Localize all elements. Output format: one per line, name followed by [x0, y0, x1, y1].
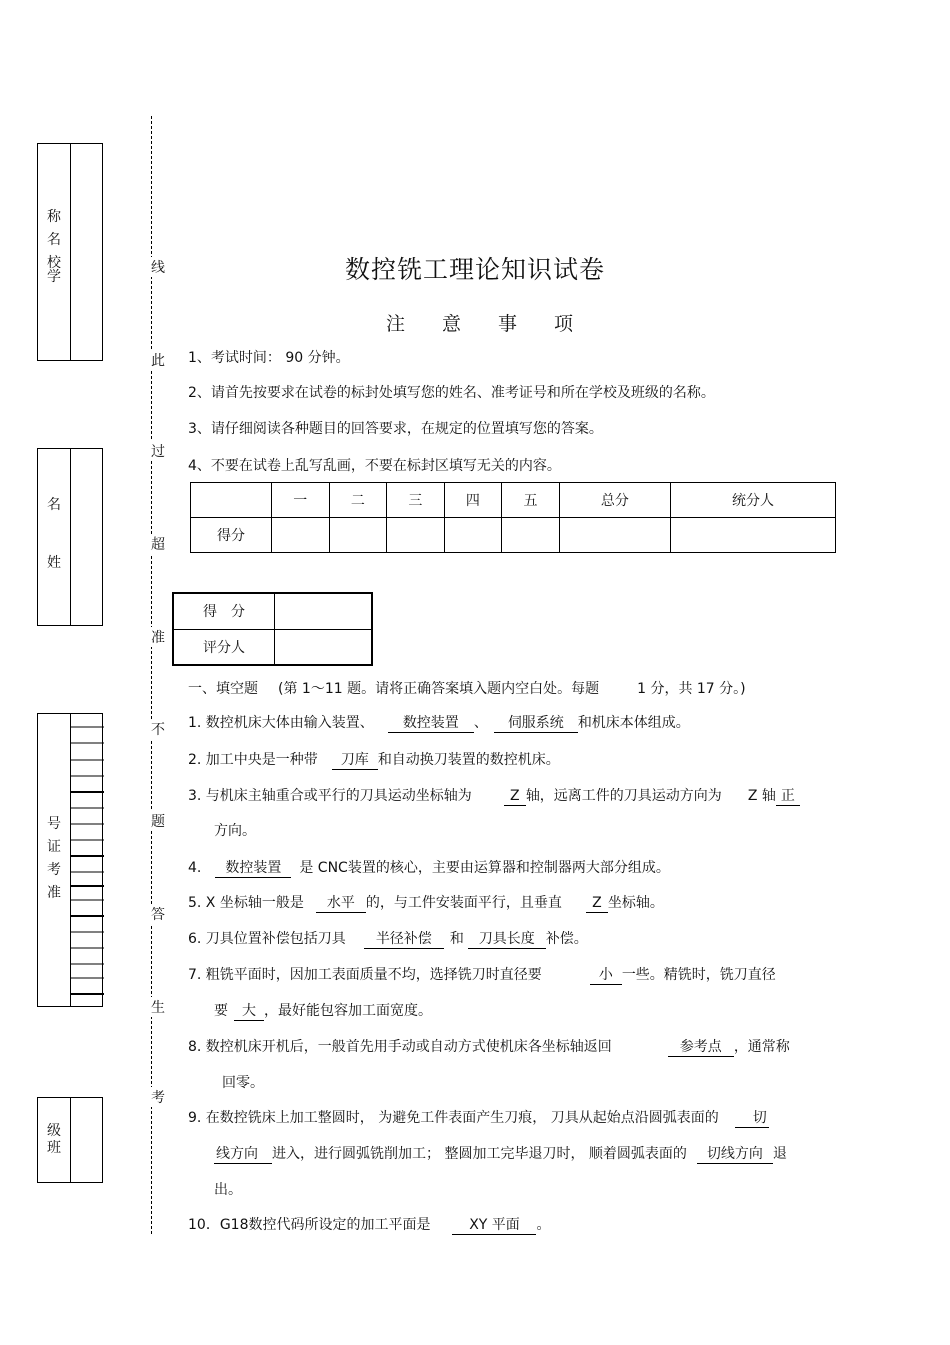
seal-char: 考 — [150, 1087, 166, 1107]
answer-blank[interactable]: 水平 — [316, 894, 366, 913]
seal-char: 此 — [150, 350, 166, 370]
question-9-end: 出。 — [214, 1182, 242, 1198]
digit-grid — [70, 714, 104, 1008]
section-heading: 一、填空题 (第 1～11 题。请将正确答案填入题内空白处。每题 1 分，共 17 分。) — [188, 681, 746, 697]
answer-blank[interactable]: 数控装置 — [388, 714, 474, 733]
question-1: 1. 数控机床大体由输入装置、 数控装置 、 伺服系统 和机床本体组成。 — [188, 715, 690, 731]
question-4: 4. 数控装置 是 CNC装置的核心，主要由运算器和控制器两大部分组成。 — [188, 860, 670, 876]
question-7-cont: 要 大 ，最好能包容加工面宽度。 — [214, 1003, 432, 1019]
name-box — [37, 448, 103, 626]
notice-item: 1、考试时间： 90 分钟。 — [188, 350, 350, 366]
seal-char: 线 — [150, 257, 166, 277]
notice-item: 2、请首先按要求在试卷的标封处填写您的姓名、准考证号和所在学校及班级的名称。 — [188, 385, 715, 401]
notice-item: 4、不要在试卷上乱写乱画，不要在标封区填写无关的内容。 — [188, 458, 561, 474]
question-10: 10．G18数控代码所设定的加工平面是 XY 平面 。 — [188, 1217, 551, 1233]
question-3: 3. 与机床主轴重合或平行的刀具运动坐标轴为 Z 轴，远离工件的刀具运动方向为 Z 轴 正 — [188, 785, 800, 806]
question-8: 8. 数控机床开机后，一般首先用手动或自动方式使机床各坐标轴返回 参考点 ，通常称 — [188, 1039, 790, 1055]
answer-blank[interactable]: 正 — [776, 787, 800, 806]
name-label: 名 姓 — [47, 497, 61, 571]
score-table-header: 二 — [329, 483, 387, 518]
score-table-header: 总分 — [559, 483, 670, 518]
seal-char: 超 — [150, 534, 166, 554]
score-table-header: 五 — [502, 483, 560, 518]
grader-score-cell[interactable] — [275, 593, 373, 629]
class-box — [37, 1097, 103, 1183]
score-cell[interactable] — [502, 518, 560, 553]
seal-char: 不 — [150, 719, 166, 739]
answer-blank[interactable]: 线方向 — [214, 1145, 272, 1164]
answer-blank[interactable]: 切 — [735, 1109, 769, 1128]
answer-blank[interactable]: 小 — [590, 966, 622, 985]
question-3-cont: 方向。 — [214, 823, 256, 839]
score-cell[interactable] — [272, 518, 330, 553]
score-table — [190, 482, 836, 553]
page-title: 数控铣工理论知识试卷 — [344, 255, 605, 284]
answer-blank[interactable]: 刀具长度 — [468, 930, 546, 949]
seal-char: 答 — [150, 904, 166, 924]
question-8-cont: 回零。 — [222, 1075, 264, 1091]
notice-item: 3、请仔细阅读各种题目的回答要求，在规定的位置填写您的答案。 — [188, 421, 603, 437]
class-label: 级 班 — [47, 1123, 61, 1156]
grader-box — [172, 592, 373, 666]
exam-id-box — [37, 713, 103, 1007]
score-cell[interactable] — [444, 518, 502, 553]
exam-id-label: 号 证 考 准 — [47, 816, 61, 901]
answer-blank[interactable]: 刀库 — [332, 751, 378, 770]
grader-score-label: 得 分 — [173, 593, 275, 629]
question-5: 5. X 坐标轴一般是 水平 的，与工件安装面平行，且垂直 Z 坐标轴。 — [188, 895, 664, 911]
grader-name-label: 评分人 — [173, 629, 275, 665]
seal-char: 生 — [150, 997, 166, 1017]
answer-blank[interactable]: 参考点 — [668, 1038, 734, 1057]
seal-char: 过 — [150, 441, 166, 461]
answer-blank[interactable]: 半径补偿 — [364, 930, 444, 949]
answer-blank[interactable]: XY 平面 — [452, 1216, 536, 1235]
question-9-cont: 线方向 进入，进行圆弧铣削加工； 整圆加工完毕退刀时， 顺着圆弧表面的 切线方向 退 — [216, 1146, 787, 1162]
answer-blank[interactable]: Z — [504, 787, 526, 806]
score-table-header: 四 — [444, 483, 502, 518]
score-table-header: 统分人 — [670, 483, 835, 518]
school-label: 称 名 校学 — [47, 209, 61, 285]
score-cell[interactable] — [329, 518, 387, 553]
answer-blank[interactable]: Z — [586, 894, 608, 913]
score-cell[interactable] — [387, 518, 445, 553]
answer-blank[interactable]: 切线方向 — [697, 1145, 773, 1164]
grader-name-cell[interactable] — [275, 629, 373, 665]
seal-char: 题 — [150, 811, 166, 831]
score-cell[interactable] — [559, 518, 670, 553]
score-table-header — [191, 483, 272, 518]
score-table-header: 三 — [387, 483, 445, 518]
answer-blank[interactable]: 数控装置 — [215, 859, 291, 878]
score-row-label: 得分 — [191, 518, 272, 553]
answer-blank[interactable]: 伺服系统 — [494, 714, 578, 733]
question-9: 9. 在数控铣床上加工整圆时， 为避免工件表面产生刀痕， 刀具从起始点沿圆弧表面的 切 — [188, 1110, 767, 1126]
question-6: 6. 刀具位置补偿包括刀具 半径补偿 和 刀具长度 补偿。 — [188, 931, 588, 947]
notice-title: 注 意 事 项 — [386, 313, 574, 335]
score-cell[interactable] — [670, 518, 835, 553]
answer-blank[interactable]: 大 — [234, 1002, 264, 1021]
question-2: 2. 加工中央是一种带 刀库 和自动换刀装置的数控机床。 — [188, 752, 560, 768]
score-table-header: 一 — [272, 483, 330, 518]
seal-char: 准 — [150, 627, 166, 647]
question-7: 7. 粗铣平面时，因加工表面质量不均，选择铣刀时直径要 小 一些。精铣时，铣刀直径 — [188, 967, 776, 983]
